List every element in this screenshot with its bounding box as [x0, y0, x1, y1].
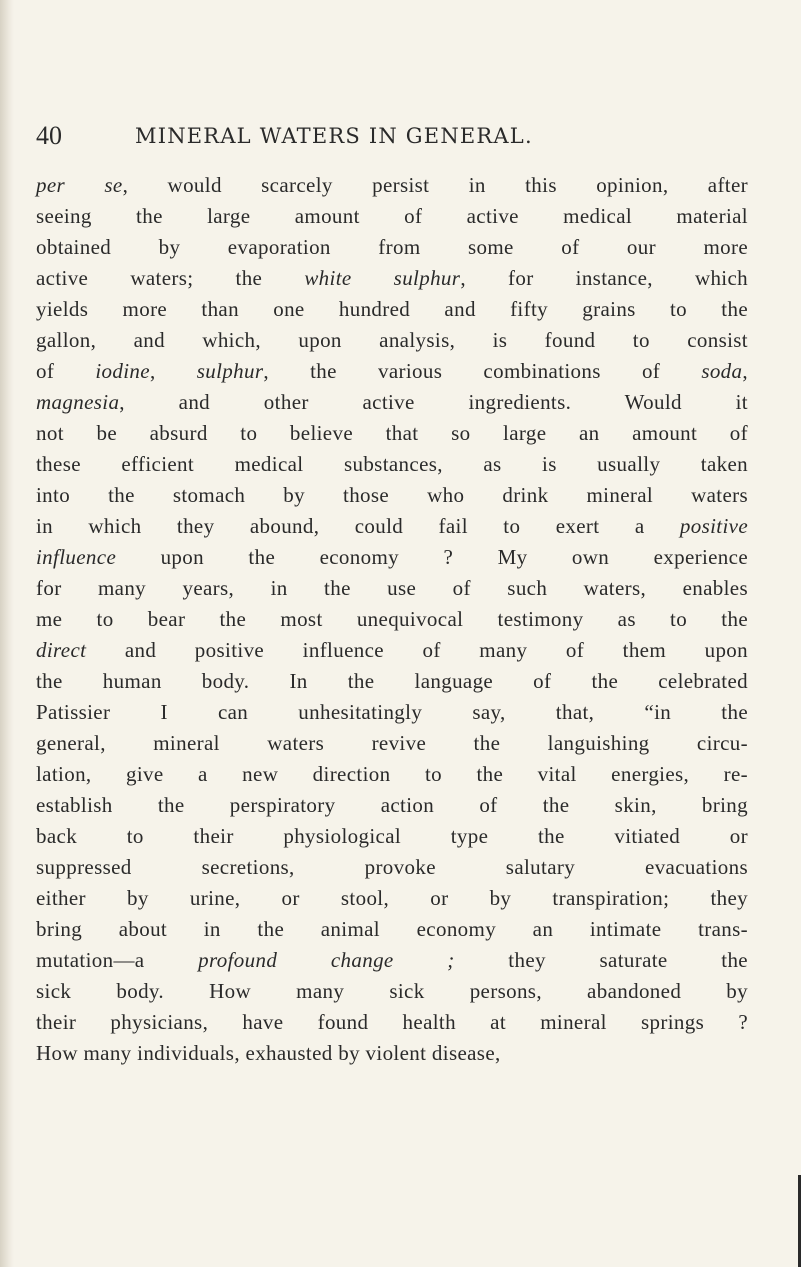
text-run: , and other active ingredients. Would it — [119, 390, 748, 414]
text-line — [36, 666, 748, 697]
text-run: of — [36, 359, 96, 383]
text-run: , would scarcely persist in this opinion, after — [122, 173, 748, 197]
text-line — [36, 852, 748, 883]
text-run: for many years, in the use of such waters, enables — [36, 576, 748, 600]
text-line — [36, 790, 748, 821]
text-run: and positive influence of many of them upon — [86, 638, 748, 662]
italic-text: direct — [36, 638, 87, 662]
text-line — [36, 976, 748, 1007]
text-line — [36, 883, 748, 914]
text-line — [36, 418, 748, 449]
text-line — [36, 821, 748, 852]
italic-text: profound change ; — [198, 948, 455, 972]
text-run: active waters; the — [36, 266, 305, 290]
gutter-shadow — [0, 0, 14, 1267]
text-line — [36, 232, 748, 263]
text-line — [36, 697, 748, 728]
text-line — [36, 604, 748, 635]
text-run: into the stomach by those who drink mineral waters — [36, 483, 748, 507]
text-run: these efficient medical substances, as is usually taken — [36, 452, 748, 476]
text-run: gallon, and which, upon analysis, is found to consist — [36, 328, 748, 352]
italic-text: white sulphur — [304, 266, 461, 290]
text-line — [36, 170, 748, 201]
text-line — [36, 573, 748, 604]
text-run: back to their physiological type the vitiated or — [36, 824, 748, 848]
text-line — [36, 511, 748, 542]
text-line — [36, 914, 748, 945]
text-line — [36, 387, 748, 418]
text-line — [36, 1038, 748, 1069]
text-run: suppressed secretions, provoke salutary evacuations — [36, 855, 748, 879]
text-run: general, mineral waters revive the languishing circu- — [36, 731, 748, 755]
italic-text: sulphur — [196, 359, 264, 383]
text-line — [36, 1007, 748, 1038]
running-title: MINERAL WATERS IN GENERAL. — [135, 124, 533, 148]
text-run: not be absurd to believe that so large an amount of — [36, 421, 748, 445]
text-run: their physicians, have found health at mineral springs ? — [36, 1010, 748, 1034]
text-line — [36, 449, 748, 480]
text-line — [36, 356, 748, 387]
text-run: bring about in the animal economy an intimate trans- — [36, 917, 748, 941]
italic-text: positive — [679, 514, 748, 538]
italic-text: magnesia — [36, 390, 120, 414]
text-line — [36, 945, 748, 976]
text-run: , — [149, 359, 197, 383]
text-run: the human body. In the language of the celebrated — [36, 669, 748, 693]
page-header — [36, 118, 748, 154]
text-run: seeing the large amount of active medical material — [36, 204, 748, 228]
text-run: , for instance, which — [460, 266, 749, 290]
text-line — [36, 480, 748, 511]
italic-text: iodine — [95, 359, 150, 383]
text-run: upon the economy ? My own experience — [116, 545, 748, 569]
text-line — [36, 294, 748, 325]
text-run: mutation—a — [36, 948, 199, 972]
text-run: Patissier I can unhesitatingly say, that, “in the — [36, 700, 748, 724]
page-number: 40 — [36, 121, 62, 150]
text-line — [36, 759, 748, 790]
text-line — [36, 635, 748, 666]
text-line — [36, 263, 748, 294]
text-run: sick body. How many sick persons, abandoned by — [36, 979, 748, 1003]
text-run: yields more than one hundred and fifty grains to the — [36, 297, 748, 321]
text-line — [36, 201, 748, 232]
italic-text: per se — [36, 173, 123, 197]
text-line — [36, 542, 748, 573]
text-run: , — [742, 359, 748, 383]
text-run: lation, give a new direction to the vital energies, re- — [36, 762, 748, 786]
italic-text: influence — [36, 545, 117, 569]
italic-text: soda — [701, 359, 743, 383]
text-run: , the various combinations of — [263, 359, 702, 383]
text-run: obtained by evaporation from some of our more — [36, 235, 748, 259]
text-run: in which they abound, could fail to exert a — [36, 514, 680, 538]
text-run: establish the perspiratory action of the skin, bring — [36, 793, 748, 817]
text-line — [36, 728, 748, 759]
text-run: they saturate the — [454, 948, 748, 972]
text-line — [36, 325, 748, 356]
text-run: me to bear the most unequivocal testimony as to the — [36, 607, 748, 631]
text-run: either by urine, or stool, or by transpiration; they — [36, 886, 748, 910]
body-text — [36, 170, 748, 1069]
text-run: How many individuals, exhausted by violent disease, — [36, 1041, 501, 1065]
